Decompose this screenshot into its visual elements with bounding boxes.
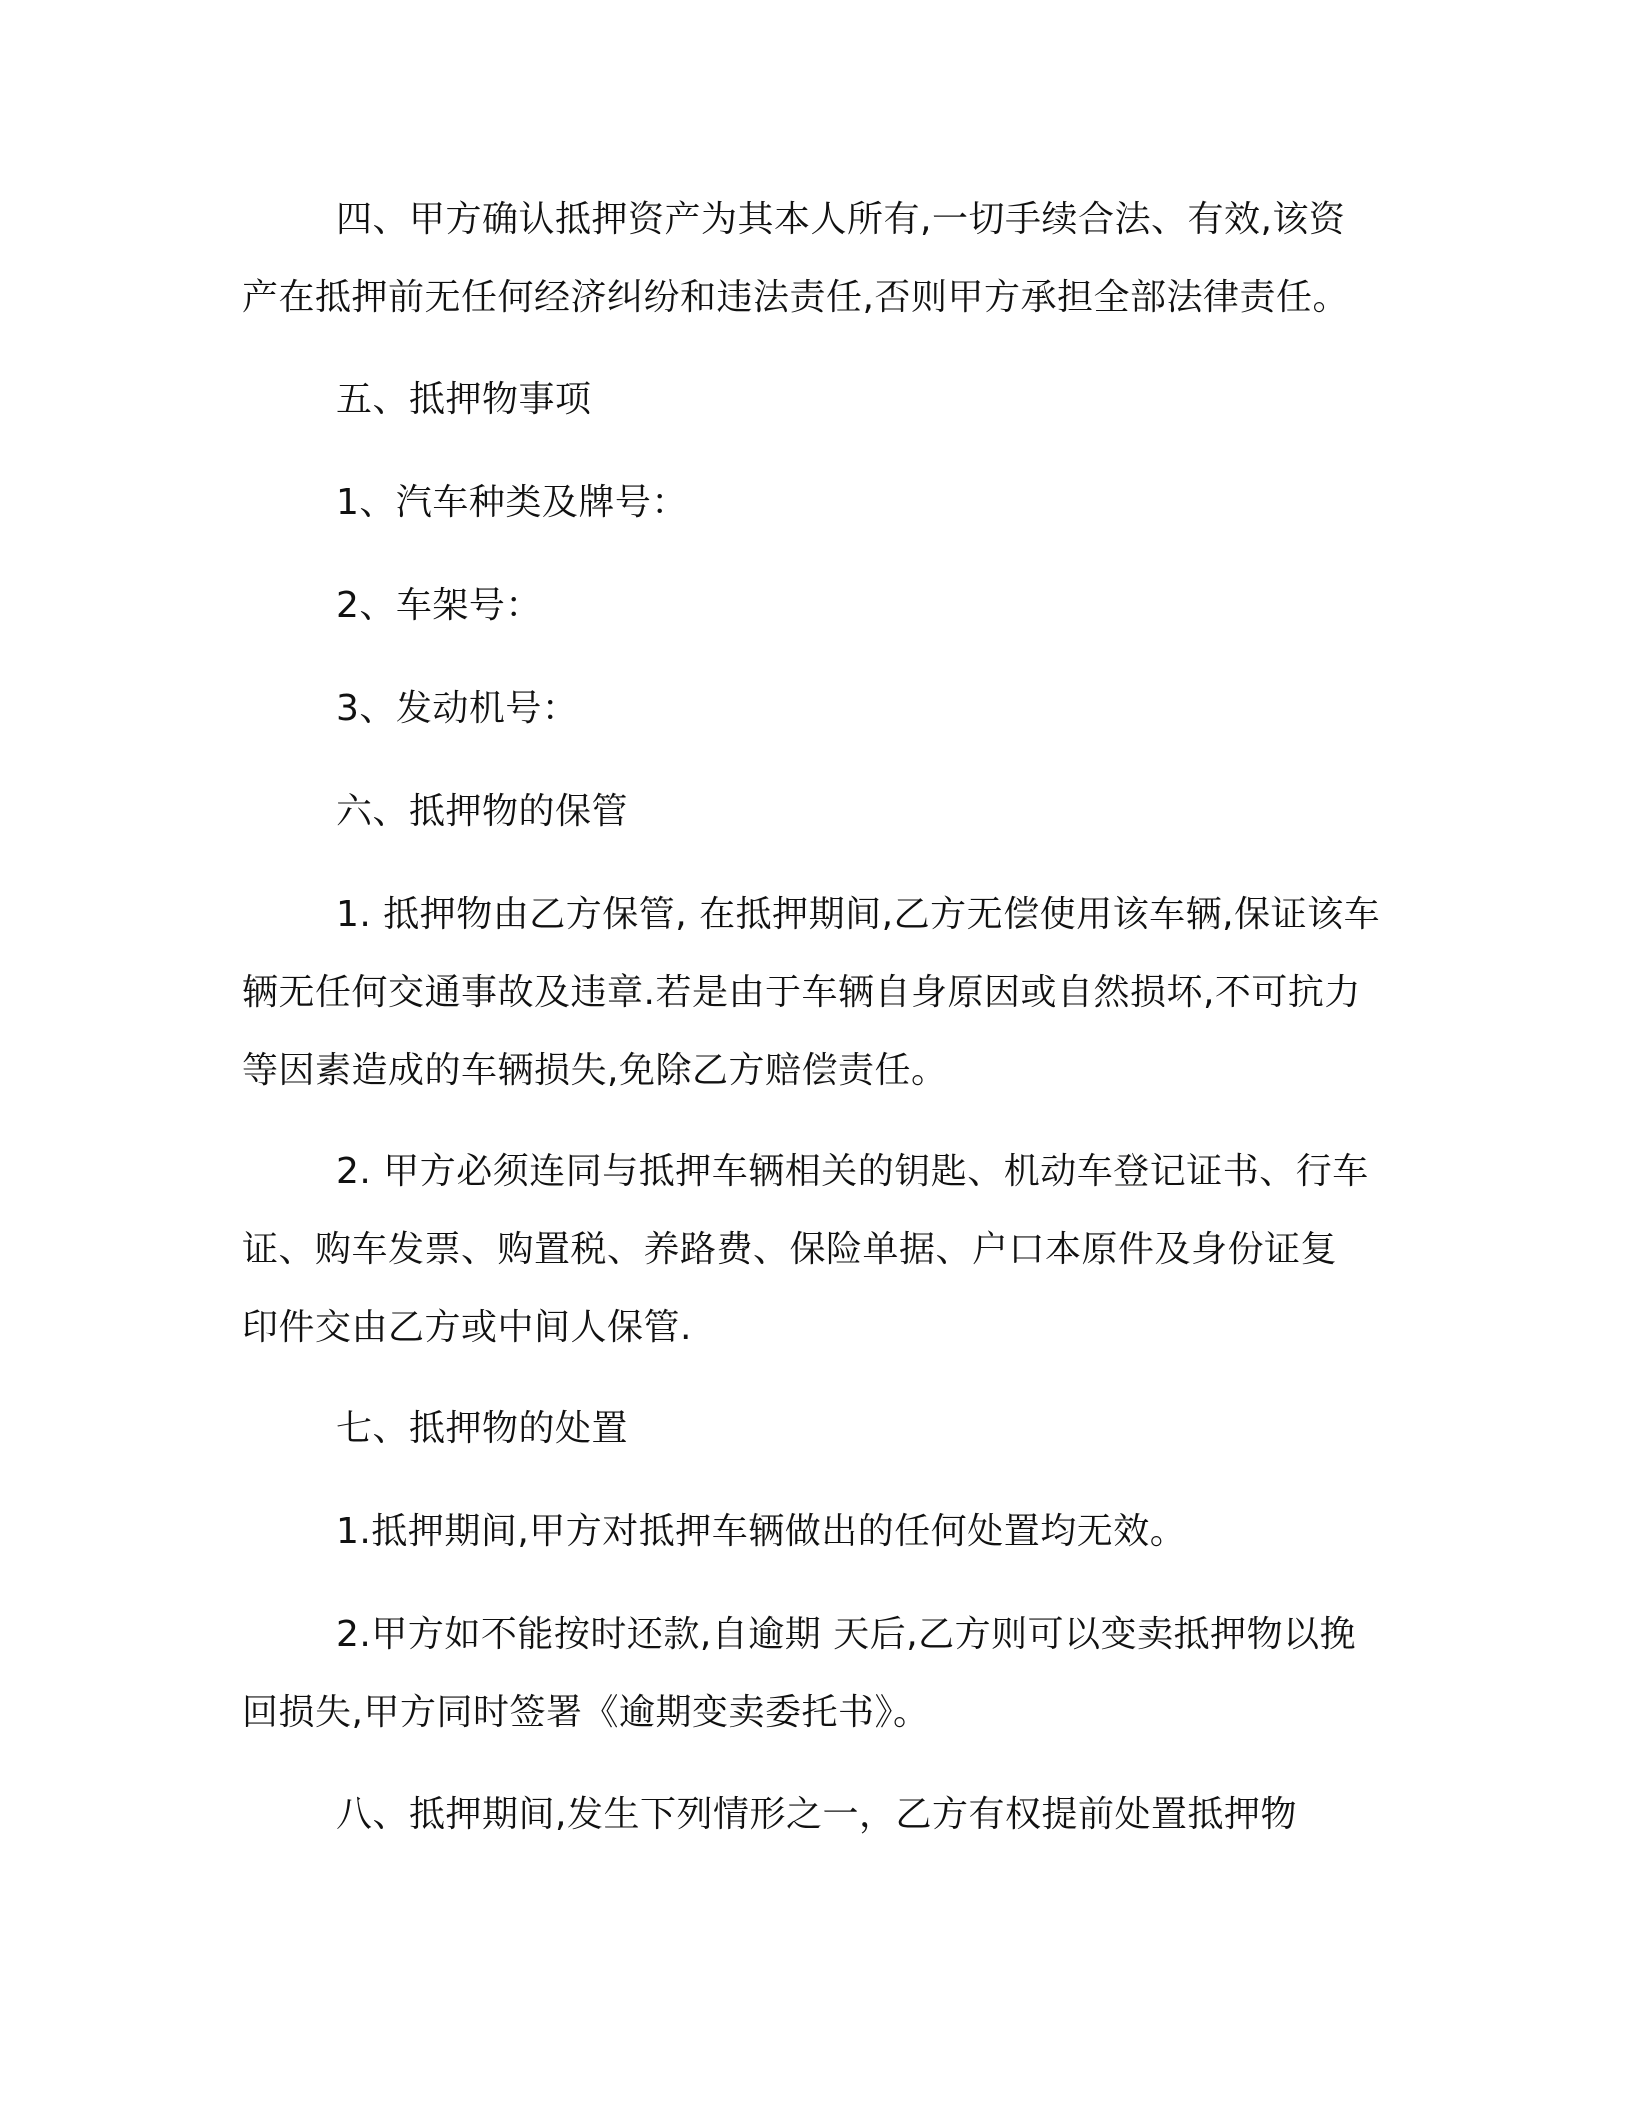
heading-section-8	[242, 1776, 1392, 1854]
custody-2-line-1: 2. 甲方必须连同与抵押车辆相关的钥匙、机动车登记证书、行车	[336, 1151, 1369, 1192]
item-engine-number	[242, 670, 1392, 748]
heading-section-7	[242, 1390, 1392, 1468]
custody-2-line-2: 证、购车发票、购置税、养路费、保险单据、户口本原件及身份证复	[242, 1229, 1338, 1270]
item-frame-number	[242, 567, 1392, 645]
custody-2-line-3: 印件交由乙方或中间人保管.	[242, 1307, 692, 1348]
section-4-line-1: 四、甲方确认抵押资产为其本人所有,一切手续合法、有效,该资	[336, 199, 1346, 240]
section-4-line-2: 产在抵押前无任何经济纠纷和违法责任,否则甲方承担全部法律责任。	[242, 277, 1349, 318]
custody-1-line-3: 等因素造成的车辆损失,免除乙方赔偿责任。	[242, 1050, 948, 1091]
section-5-title: 五、抵押物事项	[336, 379, 592, 420]
disposal-2-line-1: 2.甲方如不能按时还款,自逾期 天后,乙方则可以变卖抵押物以挽	[336, 1614, 1357, 1655]
paragraph-disposal-1	[242, 1493, 1392, 1571]
custody-1-line-1: 1. 抵押物由乙方保管, 在抵押期间,乙方无偿使用该车辆,保证该车	[336, 894, 1381, 935]
vehicle-type-label: 1、汽车种类及牌号：	[336, 482, 688, 523]
paragraph-disposal-2	[242, 1596, 1392, 1752]
section-7-title: 七、抵押物的处置	[336, 1408, 629, 1449]
engine-number-label: 3、发动机号：	[336, 688, 579, 729]
section-8-title: 八、抵押期间,发生下列情形之一，乙方有权提前处置抵押物	[336, 1794, 1297, 1835]
section-6-title: 六、抵押物的保管	[336, 791, 629, 832]
disposal-1-line-1: 1.抵押期间,甲方对抵押车辆做出的任何处置均无效。	[336, 1511, 1187, 1552]
paragraph-custody-1	[242, 876, 1392, 1110]
custody-1-line-2: 辆无任何交通事故及违章.若是由于车辆自身原因或自然损坏,不可抗力	[242, 972, 1361, 1013]
paragraph-custody-2	[242, 1133, 1392, 1367]
heading-section-6	[242, 773, 1392, 851]
paragraph-section-4	[242, 181, 1392, 337]
disposal-2-line-2: 回损失,甲方同时签署《逾期变卖委托书》。	[242, 1692, 930, 1733]
item-vehicle-type	[242, 464, 1392, 542]
frame-number-label: 2、车架号：	[336, 585, 542, 626]
heading-section-5	[242, 361, 1392, 439]
